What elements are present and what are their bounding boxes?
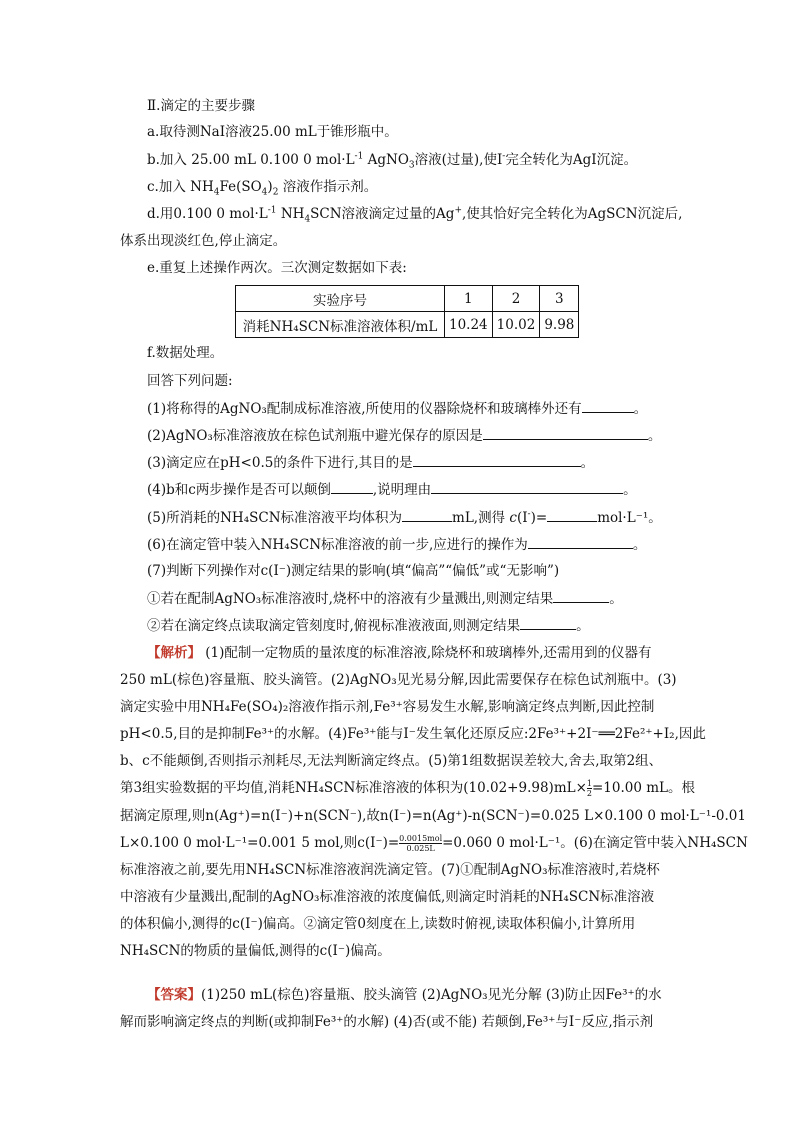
analysis-line-1: 【解析】 (1)配制一定物质的量浓度的标准溶液,除烧杯和玻璃棒外,还需用到的仪器有 [147,645,652,661]
analysis-line-9: 标准溶液之前,要先用NH₄SCN标准溶液润洗滴定管。(7)①配制AgNO₃标准溶液时,若烧杯 [120,862,660,878]
table-header-cell: 2 [492,286,540,312]
answer-line-1: 【答案】(1)250 mL(棕色)容量瓶、胶头滴管 (2)AgNO₃见光分解 (3)防止因Fe³⁺的水 [147,987,662,1003]
table-cell: 9.98 [540,312,579,338]
fraction-concentration: $\frac{\text{0.0015mol}}{0.025L}$ [399,834,443,853]
analysis-line-10: 中溶液有少量溅出,配制的AgNO₃标准溶液的浓度偏低,则滴定时消耗的NH₄SCN标准溶液 [120,889,655,905]
steps-heading: Ⅱ.滴定的主要步骤 [147,98,255,114]
step-c: c.加入 $NH_4Fe(SO_4)_2$ 溶液作指示剂。 [147,179,378,198]
step-b: b.加入 25.00 mL 0.100 0 $mol\cdot L^{-1}$ AgNO$_3$溶液(过量),使I-完全转化为AgI沉淀。 [147,151,638,171]
step-d-line1: d.用0.100 0 $mol\cdot L^{-1}$ $NH_4SCN$溶液滴定过量的Ag+,使其恰好完全转化为AgSCN沉淀后, [147,205,683,225]
analysis-line-12: NH₄SCN的物质的量偏低,测得的c(I⁻)偏高。 [120,943,391,959]
step-d-line2: 体系出现淡红色,停止滴定。 [120,233,287,249]
table-row-label: 消耗NH₄SCN标准溶液体积/mL [236,312,445,338]
titration-data-table [235,285,579,338]
table-row [236,312,579,338]
table-header-cell: 实验序号 [236,286,445,312]
step-f: f.数据处理。 [147,345,224,361]
step-a: a.取待测NaI溶液25.00 mL于锥形瓶中。 [147,124,398,140]
analysis-line-11: 的体积偏小,测得的c(I⁻)偏高。②滴定管0刻度在上,读数时俯视,读取体积偏小,计算所用 [120,916,636,932]
table-cell: 10.24 [445,312,493,338]
question-5: (5)所消耗的NH₄SCN标准溶液平均体积为 mL,测得 c(I-)= mol·L⁻¹。 [147,507,662,528]
question-7: (7)判断下列操作对c(I⁻)测定结果的影响(填“偏高”“偏低”或“无影响”) [147,563,560,579]
fraction-half: $\frac{1}{2}$ [586,779,592,798]
question-3: (3)滴定应在pH<0.5的条件下进行,其目的是 。 [147,452,594,473]
table-header-cell: 3 [540,286,579,312]
analysis-line-7: 据滴定原理,则n(Ag⁺)=n(I⁻)+n(SCN⁻),故n(I⁻)=n(Ag⁺)-n(SCN⁻)=0.025 L×0.100 0 mol·L⁻¹-0.01 [120,808,746,824]
question-6: (6)在滴定管中装入NH₄SCN标准溶液的前一步,应进行的操作为 。 [147,534,646,555]
question-7-1: ①若在配制AgNO₃标准溶液时,烧杯中的溶液有少量溅出,则测定结果 。 [147,588,623,609]
analysis-label: 【解析】 [147,645,201,661]
analysis-line-5: b、c不能颠倒,否则指示剂耗尽,无法判断滴定终点。(5)第1组数据误差较大,舍去,取第2组、 [120,753,663,769]
analysis-line-2: 250 mL(棕色)容量瓶、胶头滴管。(2)AgNO₃见光易分解,因此需要保存在棕色试剂瓶中。(3) [120,672,677,688]
analysis-line-8: L×0.100 0 mol·L⁻¹=0.001 5 mol,则c(I⁻)= $\frac{\text{0.0015mol}}{0.025L}$ =0.060 0 mol·L⁻¹。(6)在滴定管中装入NH₄SCN [120,834,748,853]
step-e: e.重复上述操作两次。三次测定数据如下表: [147,260,407,276]
question-1: (1)将称得的AgNO₃配制成标准溶液,所使用的仪器除烧杯和玻璃棒外还有 。 [147,398,647,419]
question-2: (2)AgNO₃标准溶液放在棕色试剂瓶中避光保存的原因是 。 [147,425,661,446]
answer-line-2: 解而影响滴定终点的判断(或抑制Fe³⁺的水解) (4)否(或不能) 若颠倒,Fe³⁺与I⁻反应,指示剂 [120,1014,654,1030]
questions-intro: 回答下列问题: [147,373,233,389]
question-7-2: ②若在滴定终点读取滴定管刻度时,俯视标准液液面,则测定结果 。 [147,615,590,636]
table-row [236,286,579,312]
analysis-line-6: 第3组实验数据的平均值,消耗NH₄SCN标准溶液的体积为(10.02+9.98)mL× $\frac{1}{2}$ =10.00 mL。根 [120,779,696,798]
table-cell: 10.02 [492,312,540,338]
analysis-line-4: pH<0.5,目的是抑制Fe³⁺的水解。(4)Fe³⁺能与I⁻发生氧化还原反应:2Fe³⁺+2I⁻══2Fe²⁺+I₂,因此 [120,726,706,742]
analysis-line-3: 滴定实验中用NH₄Fe(SO₄)₂溶液作指示剂,Fe³⁺容易发生水解,影响滴定终点判断,因此控制 [120,699,655,715]
table-header-cell: 1 [445,286,493,312]
question-4: (4)b和c两步操作是否可以颠倒 ,说明理由 。 [147,479,637,500]
answer-label: 【答案】 [147,987,201,1003]
